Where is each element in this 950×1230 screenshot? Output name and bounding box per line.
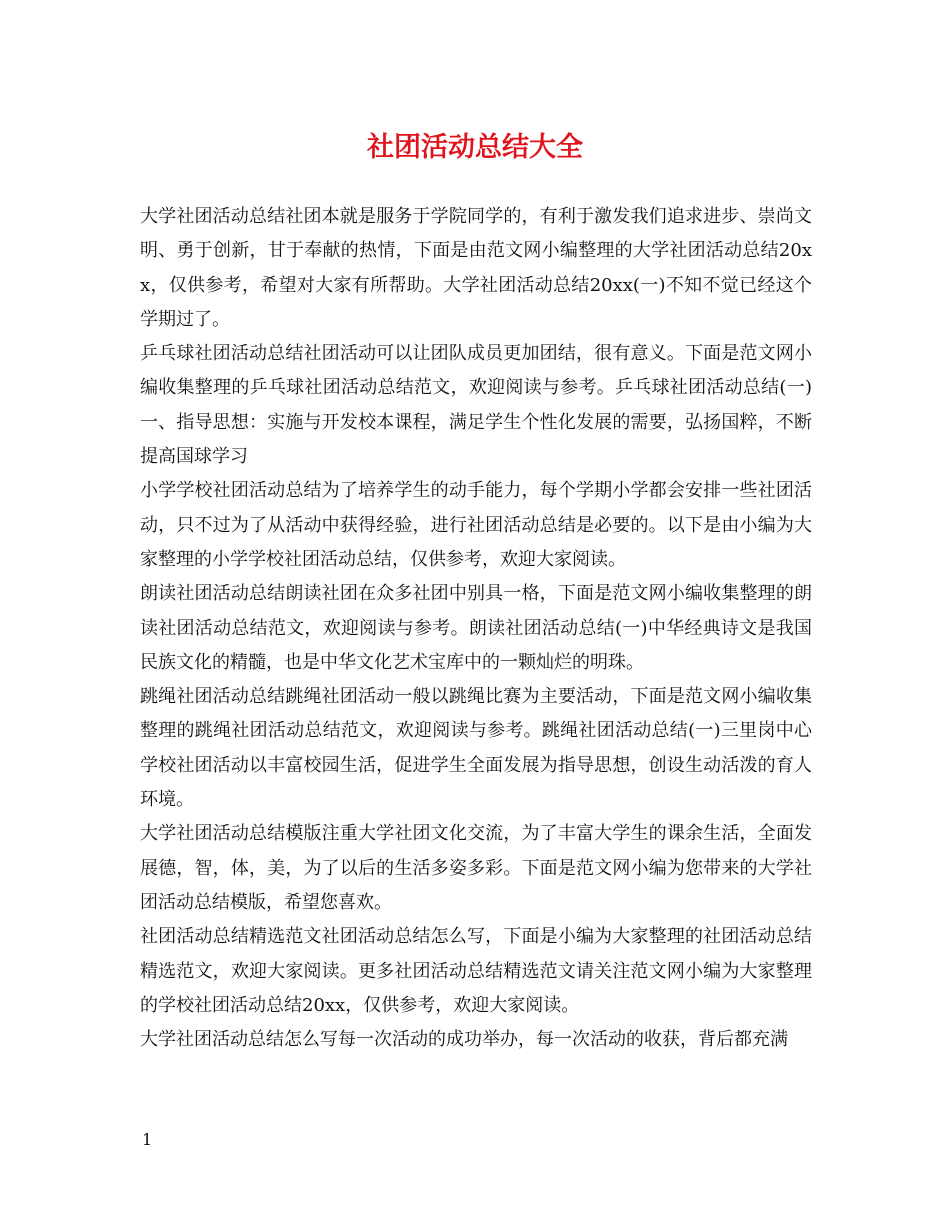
paragraph: 朗读社团活动总结朗读社团在众多社团中别具一格，下面是范文网小编收集整理的朗读社团活动总结范文，欢迎阅读与参考。朗读社团活动总结(一)中华经典诗文是我国民族文化的精髓，也是中华文化艺术宝库中的一颗灿烂的明珠。 <box>140 583 812 673</box>
document-body <box>140 200 812 1057</box>
page-number: 1 <box>142 1130 153 1149</box>
paragraph: 大学社团活动总结社团本就是服务于学院同学的，有利于激发我们追求进步、崇尚文明、勇于创新，甘于奉献的热情，下面是由范文网小编整理的大学社团活动总结20xx，仅供参考，希望对大家有所帮助。大学社团活动总结20xx(一)不知不觉已经这个学期过了。 <box>140 206 812 330</box>
paragraph: 跳绳社团活动总结跳绳社团活动一般以跳绳比赛为主要活动，下面是范文网小编收集整理的跳绳社团活动总结范文，欢迎阅读与参考。跳绳社团活动总结(一)三里岗中心学校社团活动以丰富校园生活，促进学生全面发展为指导思想，创设生动活泼的育人环境。 <box>140 686 812 811</box>
paragraph: 大学社团活动总结怎么写每一次活动的成功举办，每一次活动的收获，背后都充满 <box>140 1029 788 1051</box>
paragraph: 小学学校社团活动总结为了培养学生的动手能力，每个学期小学都会安排一些社团活动，只不过为了从活动中获得经验，进行社团活动总结是必要的。以下是由小编为大家整理的小学学校社团活动总结，仅供参考，欢迎大家阅读。 <box>140 480 812 570</box>
paragraph: 乒乓球社团活动总结社团活动可以让团队成员更加团结，很有意义。下面是范文网小编收集整理的乒乓球社团活动总结范文，欢迎阅读与参考。乒乓球社团活动总结(一)一、指导思想：实施与开发校本课程，满足学生个性化发展的需要，弘扬国粹，不断提高国球学习 <box>140 343 812 468</box>
document-title: 社团活动总结大全 <box>367 132 583 163</box>
paragraph: 大学社团活动总结模版注重大学社团文化交流，为了丰富大学生的课余生活，全面发展德，智，体，美，为了以后的生活多姿多彩。下面是范文网小编为您带来的大学社团活动总结模版，希望您喜欢。 <box>140 823 812 913</box>
paragraph: 社团活动总结精选范文社团活动总结怎么写，下面是小编为大家整理的社团活动总结精选范文，欢迎大家阅读。更多社团活动总结精选范文请关注范文网小编为大家整理的学校社团活动总结20xx，仅供参考，欢迎大家阅读。 <box>140 926 812 1016</box>
